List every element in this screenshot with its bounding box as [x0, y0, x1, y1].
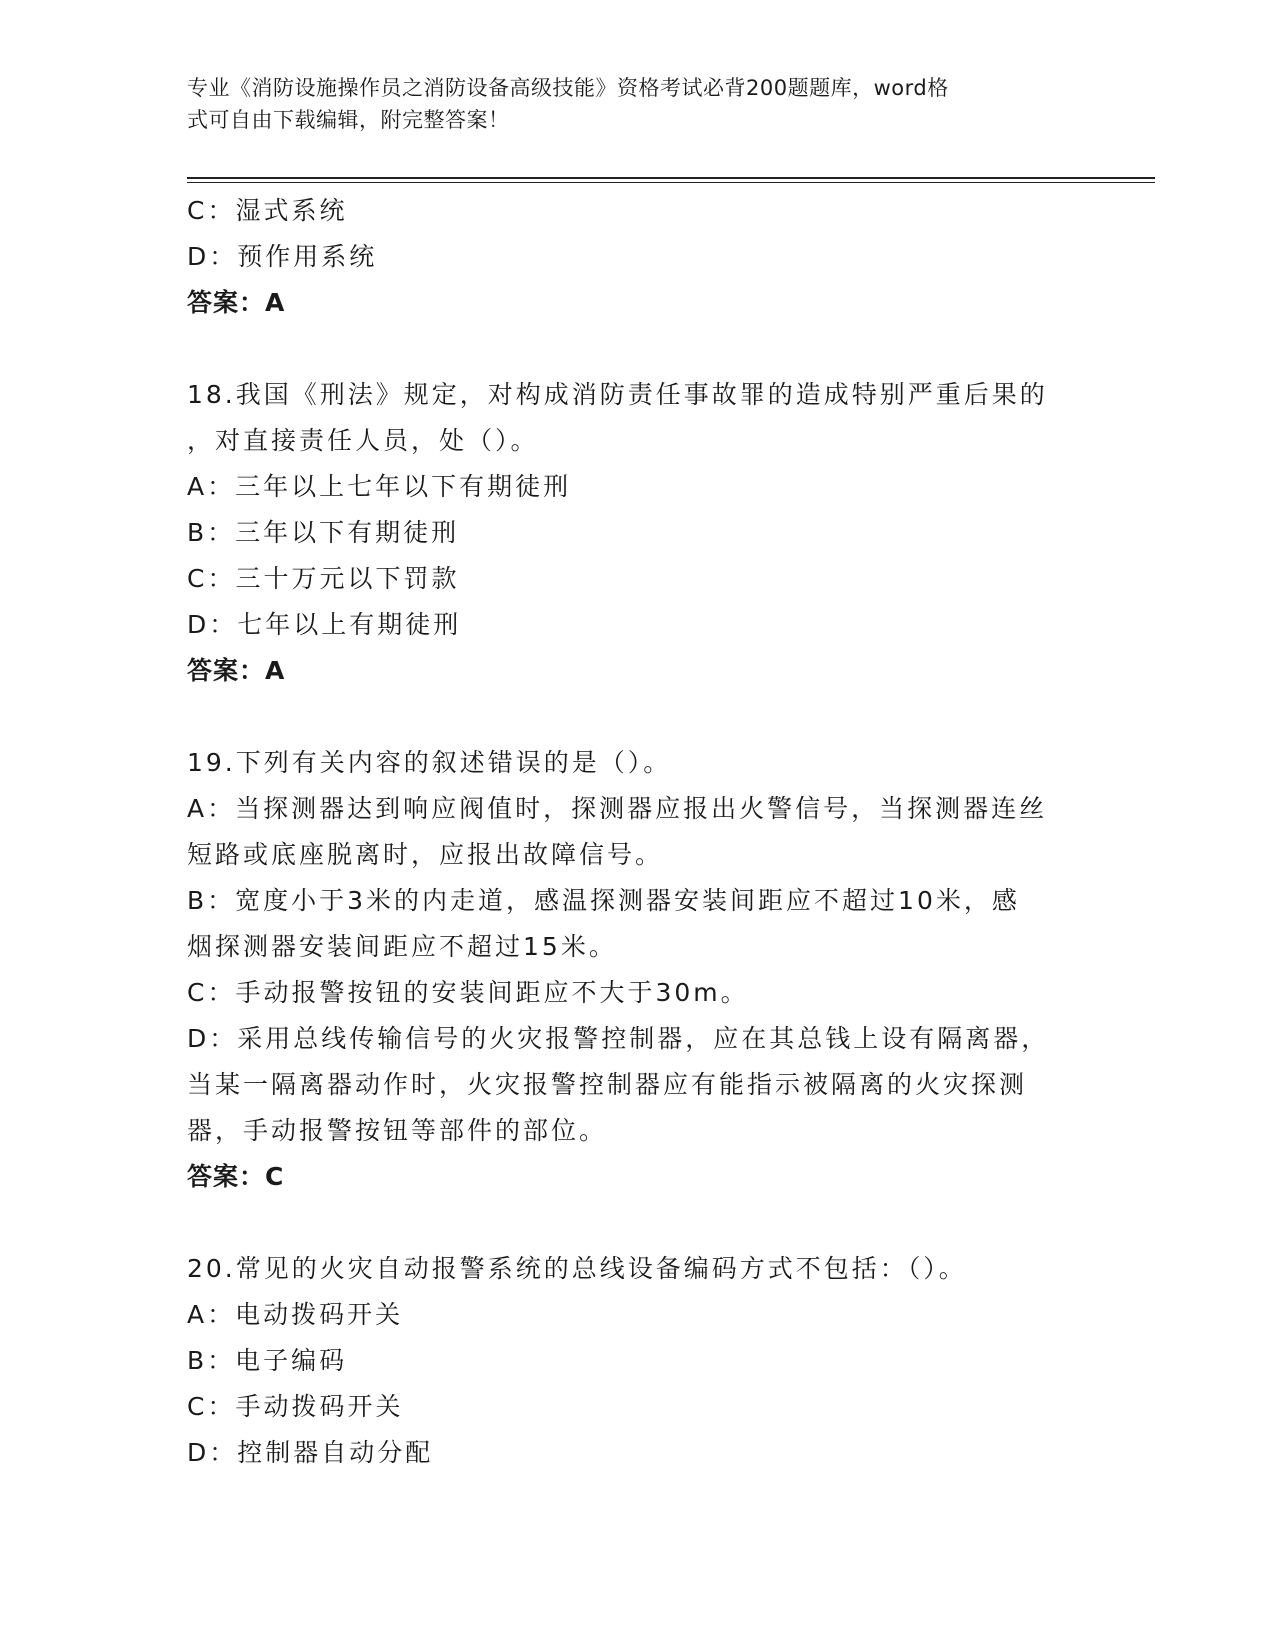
q20-option-d: D：控制器自动分配	[187, 1438, 434, 1467]
q18-option-d: D：七年以上有期徒刑	[187, 610, 462, 639]
q19-option-d-line-1: D：采用总线传输信号的火灾报警控制器，应在其总钱上设有隔离器，	[187, 1024, 1050, 1053]
q18-option-a: A：三年以上七年以下有期徒刑	[187, 472, 572, 501]
header-rule-thin	[187, 182, 1155, 183]
q19-option-b-line-2: 烟探测器安装间距应不超过15米。	[187, 932, 617, 961]
q20-stem: 20.常见的火灾自动报警系统的总线设备编码方式不包括：（）。	[187, 1254, 967, 1283]
header-rule-thick	[187, 177, 1155, 179]
question-19	[187, 740, 1087, 1200]
header-line-1: 专业《消防设施操作员之消防设备高级技能》资格考试必背200题题库，word格	[187, 76, 949, 100]
q19-option-b-line-1: B：宽度小于3米的内走道，感温探测器安装间距应不超过10米，感	[187, 886, 1020, 915]
header-line-2: 式可自由下载编辑，附完整答案！	[187, 108, 510, 132]
prev-option-d: D：预作用系统	[187, 242, 378, 271]
q18-option-b: B：三年以下有期徒刑	[187, 518, 460, 547]
prev-question	[187, 188, 1087, 326]
q18-option-c: C：三十万元以下罚款	[187, 564, 460, 593]
q20-option-c: C：手动拨码开关	[187, 1392, 404, 1421]
q19-option-d-line-2: 当某一隔离器动作时，火灾报警控制器应有能指示被隔离的火灾探测	[187, 1070, 1028, 1099]
q19-answer: 答案：C	[187, 1162, 285, 1191]
prev-answer: 答案：A	[187, 288, 286, 317]
q19-option-a-line-1: A：当探测器达到响应阀值时，探测器应报出火警信号，当探测器连丝	[187, 794, 1048, 823]
q20-option-a: A：电动拨码开关	[187, 1300, 404, 1329]
q19-stem: 19.下列有关内容的叙述错误的是（）。	[187, 748, 672, 777]
q19-option-c: C：手动报警按钮的安装间距应不大于30m。	[187, 978, 749, 1007]
prev-option-c: C：湿式系统	[187, 196, 348, 225]
q19-option-a-line-2: 短路或底座脱离时，应报出故障信号。	[187, 840, 664, 869]
q18-stem-line-1: 18.我国《刑法》规定，对构成消防责任事故罪的造成特别严重后果的	[187, 380, 1048, 409]
question-18	[187, 372, 1087, 694]
question-content	[187, 188, 1087, 1476]
q20-option-b: B：电子编码	[187, 1346, 348, 1375]
q18-answer: 答案：A	[187, 656, 286, 685]
page-header	[187, 72, 1067, 136]
question-20	[187, 1246, 1087, 1476]
q18-stem-line-2: ，对直接责任人员，处（）。	[187, 426, 539, 455]
q19-option-d-line-3: 器，手动报警按钮等部件的部位。	[187, 1116, 608, 1145]
